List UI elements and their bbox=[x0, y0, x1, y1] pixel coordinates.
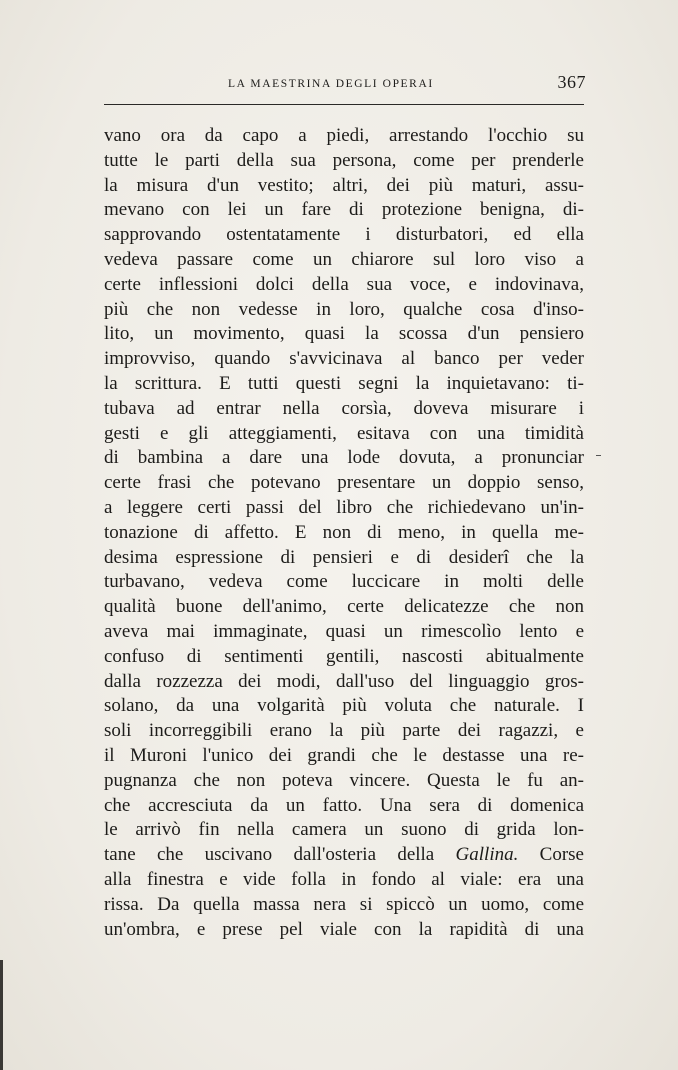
text-line: più che non vedesse in loro, qualche cosa d'inso- bbox=[104, 298, 584, 320]
text-line: pugnanza che non poteva vincere. Questa le fu an- bbox=[104, 769, 584, 791]
header-rule bbox=[104, 104, 584, 105]
text-line: che accresciuta da un fatto. Una sera di domenica bbox=[104, 794, 584, 816]
page-header bbox=[104, 70, 586, 98]
text-line: il Muroni l'unico dei grandi che le destasse una re- bbox=[104, 744, 584, 766]
text-line: desima espressione di pensieri e di desiderî che la bbox=[104, 546, 584, 568]
margin-mark bbox=[596, 455, 601, 456]
text-line: certe frasi che potevano presentare un doppio senso, bbox=[104, 472, 584, 494]
page-edge-shadow bbox=[0, 960, 3, 1070]
text-line: vano ora da capo a piedi, arrestando l'occhio su bbox=[104, 125, 584, 146]
text-line: un'ombra, e prese pel viale con la rapidità di una bbox=[104, 918, 584, 940]
text-line: gesti e gli atteggiamenti, esitava con una timidità bbox=[104, 422, 584, 444]
text-line: vedeva passare come un chiarore sul loro viso a bbox=[104, 248, 584, 270]
text-line: alla finestra e vide folla in fondo al viale: era una bbox=[104, 868, 584, 890]
text-line: tubava ad entrar nella corsìa, doveva misurare i bbox=[104, 397, 584, 419]
text-line: tonazione di affetto. E non di meno, in quella me- bbox=[104, 521, 584, 543]
text-line: di bambina a dare una lode dovuta, a pronunciar bbox=[104, 447, 584, 469]
text-line: a leggere certi passi del libro che richiedevano un'in- bbox=[104, 496, 584, 518]
text-line: confuso di sentimenti gentili, nascosti abitualmente bbox=[104, 645, 584, 667]
running-title: LA MAESTRINA DEGLI OPERAI bbox=[228, 78, 434, 90]
body-text bbox=[104, 124, 584, 942]
text-line: mevano con lei un fare di protezione benigna, di- bbox=[104, 199, 584, 221]
text-line: dalla rozzezza dei modi, dall'uso del linguaggio gros- bbox=[104, 670, 584, 692]
text-line: la misura d'un vestito; altri, dei più maturi, assu- bbox=[104, 174, 584, 196]
text-line: rissa. Da quella massa nera si spiccò un uomo, come bbox=[104, 893, 584, 915]
page-number: 367 bbox=[557, 72, 586, 92]
italic-place-name: Gallina. bbox=[455, 844, 519, 866]
text-line: soli incorreggibili erano la più parte dei ragazzi, e bbox=[104, 720, 584, 742]
text-line: lito, un movimento, quasi la scossa d'un pensiero bbox=[104, 323, 584, 345]
text-segment: Corse bbox=[518, 844, 584, 866]
text-line: la scrittura. E tutti questi segni la inquietavano: ti- bbox=[104, 372, 584, 394]
text-line: turbavano, vedeva come luccicare in molti delle bbox=[104, 571, 584, 593]
text-line: aveva mai immaginate, quasi un rimescolìo lento e bbox=[104, 620, 584, 642]
text-line: sapprovando ostentatamente i disturbatori, ed ella bbox=[104, 224, 584, 246]
text-line: certe inflessioni dolci della sua voce, e indovinava, bbox=[104, 273, 584, 295]
text-line: tutte le parti della sua persona, come per prenderle bbox=[104, 149, 584, 171]
text-line: improvviso, quando s'avvicinava al banco per veder bbox=[104, 348, 584, 370]
text-line: le arrivò fin nella camera un suono di grida lon- bbox=[104, 819, 584, 841]
text-segment: tane che uscivano dall'osteria della bbox=[104, 844, 456, 866]
text-line: solano, da una volgarità più voluta che naturale. I bbox=[104, 695, 584, 717]
text-line-with-italic bbox=[104, 843, 584, 868]
text-line: qualità buone dell'animo, certe delicatezze che non bbox=[104, 596, 584, 618]
